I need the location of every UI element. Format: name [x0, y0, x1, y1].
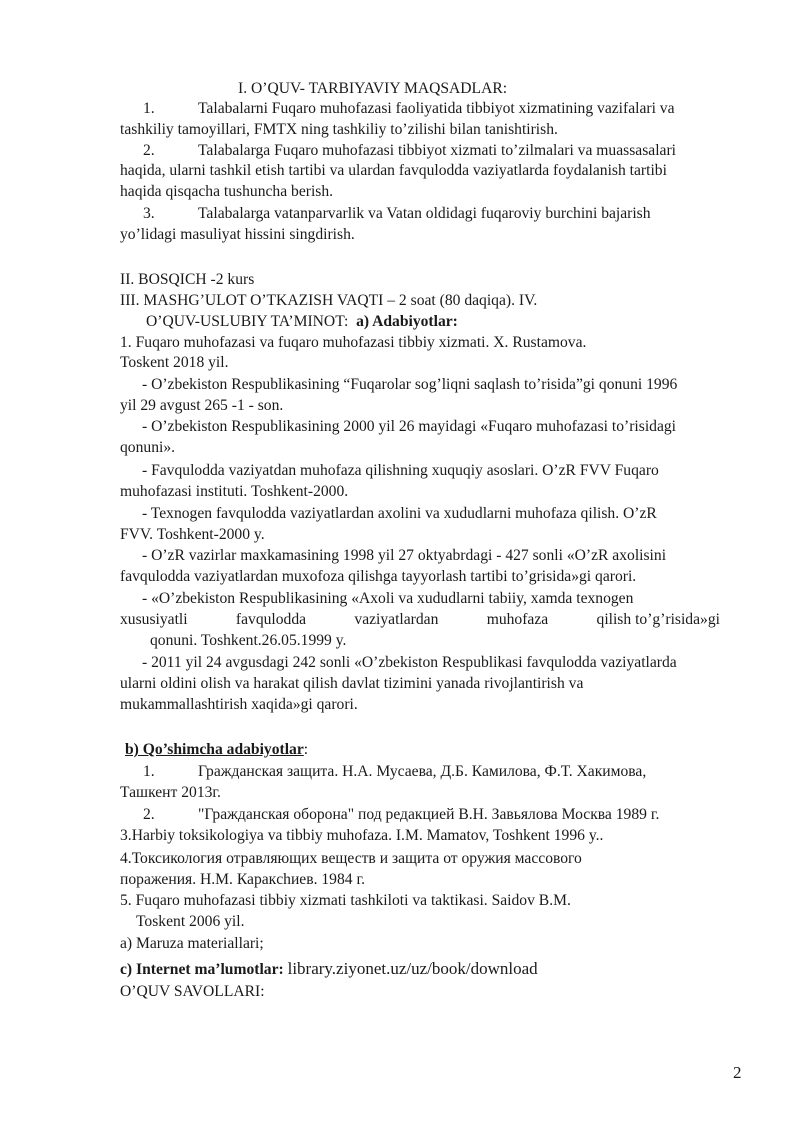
goals-heading: I. O’QUV- TARBIYAVIY MAQSADLAR:	[238, 80, 508, 97]
literature-item: favqulodda vaziyatlardan muxofoza qilishga tayyorlash tartibi to’grisida»gi qarori.	[120, 568, 637, 585]
additional-item: "Гражданская оборона" под редакцией В.Н. Завьялова Москва 1989 г.	[198, 806, 660, 823]
goal-number: 2.	[143, 142, 155, 159]
literature-item: muhofazasi instituti. Toshkent-2000.	[120, 483, 349, 500]
literature-item: FVV. Toshkent-2000 y.	[120, 526, 265, 543]
stage-line: II. BOSQICH -2 kurs	[120, 271, 255, 288]
additional-item: 4.Токсикология отравляющих веществ и защита от оружия массового	[120, 850, 582, 867]
literature-item: - O’zbekiston Respublikasining 2000 yil 26 mayidagi «Fuqaro muhofazasi to’risidagi	[142, 418, 677, 435]
goal-text: Talabalarni Fuqaro muhofazasi faoliyatida tibbiyot xizmatining vazifalari va	[198, 100, 675, 117]
additional-item: поражения. Н.М. Каракchиев. 1984 г.	[120, 871, 366, 888]
literature-subheading: a) Adabiyotlar:	[356, 313, 458, 330]
additional-item: 3.Harbiy toksikologiya va tibbiy muhofaza. I.M. Mamatov, Toshkent 1996 y..	[120, 827, 604, 844]
equipment-line	[146, 312, 458, 333]
goal-text: yo’lidagi masuliyat hissini singdirish.	[120, 226, 355, 243]
literature-item: Toskent 2018 yil.	[120, 354, 229, 371]
goal-number: 3.	[143, 205, 155, 222]
literature-item: qonuni. Toshkent.26.05.1999 y.	[150, 632, 347, 649]
questions-heading: O’QUV SAVOLLARI:	[120, 983, 265, 1000]
additional-label: b) Qo’shimcha adabiyotlar	[125, 741, 304, 758]
internet-link[interactable]: library.ziyonet.uz/uz/book/download	[287, 959, 538, 978]
additional-item: Ташкент 2013г.	[120, 784, 221, 801]
literature-item: - Texnogen favqulodda vaziyatlardan axolini va xududlarni muhofaza qilish. O’zR	[142, 505, 657, 522]
literature-item: - O’zbekiston Respublikasining “Fuqarolar sog’liqni saqlash to’risida”gi qonuni 1996	[142, 376, 678, 393]
goal-text: haqida qisqacha tushuncha berish.	[120, 183, 334, 200]
literature-item: qonuni».	[120, 439, 176, 456]
goal-number: 1.	[143, 100, 155, 117]
word: vaziyatlardan	[354, 611, 439, 628]
literature-item: - 2011 yil 24 avgusdagi 242 sonli «O’zbekiston Respublikasi favqulodda vaziyatlarda	[142, 654, 677, 671]
word: muhofaza	[486, 611, 549, 628]
additional-item: Гражданская защита. Н.А. Мусаева, Д.Б. Камилова, Ф.Т. Хакимова,	[198, 763, 647, 780]
goal-text: tashkiliy tamoyillari, FMTX ning tashkiliy to’zilishi bilan tanishtirish.	[120, 121, 558, 138]
page-number: 2	[733, 1063, 742, 1082]
literature-item: mukammallashtirish xaqida»gi qarori.	[120, 696, 358, 713]
literature-item: ularni oldini olish va harakat qilish davlat tizimini yanada rivojlantirish va	[120, 675, 584, 692]
word: qilish to’g’risida»gi	[596, 611, 720, 628]
time-line: III. MASHG’ULOT O’TKAZISH VAQTI – 2 soat (80 daqiqa). IV.	[120, 292, 538, 309]
goal-text: Talabalarga Fuqaro muhofazasi tibbiyot xizmati to’zilmalari va muassasalari	[198, 142, 676, 159]
literature-item: - Favqulodda vaziyatdan muhofaza qilishning xuquqiy asoslari. O’zR FVV Fuqaro	[142, 462, 659, 479]
lecture-materials: a) Maruza materiallari;	[120, 935, 264, 952]
literature-item-justified	[120, 610, 720, 631]
internet-label: c) Internet ma’lumotlar:	[120, 961, 284, 978]
goal-text: Talabalarga vatanparvarlik va Vatan oldidagi fuqaroviy burchini bajarish	[198, 205, 651, 222]
literature-item: - «O’zbekiston Respublikasining «Axoli va xududlarni tabiiy, xamda texnogen	[142, 590, 634, 607]
additional-number: 1.	[143, 763, 155, 780]
additional-number: 2.	[143, 806, 155, 823]
literature-item: yil 29 avgust 265 -1 - son.	[120, 397, 284, 414]
literature-item: - O’zR vazirlar maxkamasining 1998 yil 27 oktyabrdagi - 427 sonli «O’zR axolisini	[142, 547, 667, 564]
word: xususiyatli	[120, 611, 188, 628]
additional-item: Toskent 2006 yil.	[136, 913, 245, 930]
word: favqulodda	[235, 611, 307, 628]
goal-text: haqida, ularni tashkil etish tartibi va ulardan favqulodda vaziyatlarda foydalanish tartibi	[120, 162, 667, 179]
additional-item: 5. Fuqaro muhofazasi tibbiy xizmati tashkiloti va taktikasi. Saidov B.M.	[120, 892, 571, 909]
additional-heading	[125, 740, 308, 761]
equipment-label: O’QUV-USLUBIY TA’MINOT:	[146, 313, 349, 330]
internet-line	[120, 959, 538, 981]
additional-colon: :	[303, 741, 309, 758]
literature-item: 1. Fuqaro muhofazasi va fuqaro muhofazasi tibbiy xizmati. X. Rustamova.	[120, 334, 587, 351]
